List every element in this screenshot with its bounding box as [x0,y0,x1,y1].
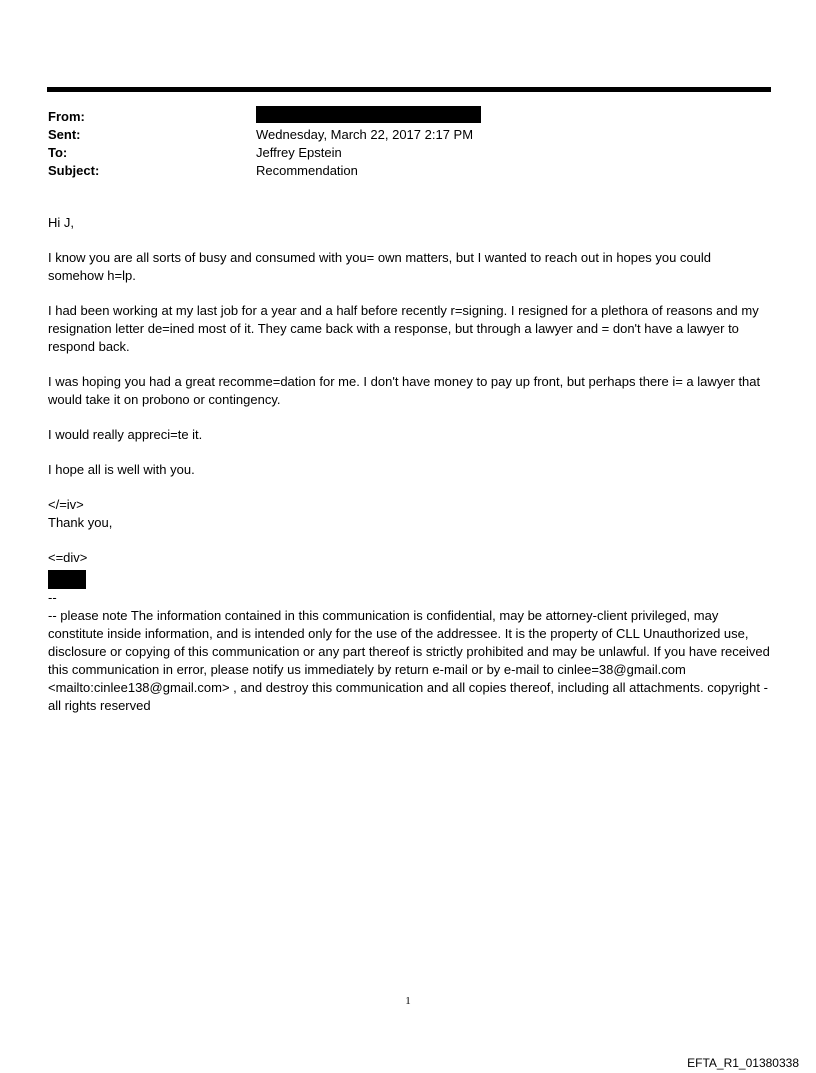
html-tag-open: <=div> [48,550,88,565]
email-headers [48,108,768,180]
signature-redaction [48,570,86,589]
paragraph-3: I was hoping you had a great recomme=dation for me. I don't have money to pay up front, but perhaps there i= a lawyer that would take it on probono or contingency. [48,374,761,407]
page-number: 1 [405,995,411,1007]
email-body [48,214,770,732]
sent-label: Sent: [48,127,81,142]
disclaimer: -- please note The information contained in this communication is confidential, may be attorney-client privileged, may constitute inside information, and is intended only for the use of the addressee. It is the property of CLL Unauthorized use, disclosure or copying of this communication or any part thereof is strictly prohibited and may be unlawful. If you have received this communication in error, please notify us immediately by return e-mail or by e-mail to cinlee=38@gmail.com <mailto:cinlee138@gmail.com> , and destroy this communication and all copies thereof, including all attachments. copyright -all rights reserved [48,608,770,713]
from-redaction [256,106,481,123]
document-id: EFTA_R1_01380338 [687,1056,799,1070]
to-value: Jeffrey Epstein [256,145,342,160]
from-label: From: [48,109,85,124]
sent-value: Wednesday, March 22, 2017 2:17 PM [256,127,474,142]
subject-label: Subject: [48,163,100,178]
paragraph-5: I hope all is well with you. [48,462,195,477]
thanks: Thank you, [48,515,113,530]
header-rule [47,87,771,92]
subject-row [48,162,768,180]
sent-row [48,126,768,144]
greeting: Hi J, [48,215,74,230]
to-label: To: [48,145,68,160]
signature-separator: -- [48,590,57,605]
paragraph-2: I had been working at my last job for a year and a half before recently r=signing. I resigned for a plethora of reasons and my resignation letter de=ined most of it. They came back with a response, but through a lawyer and = don't have a lawyer to respond back. [48,303,759,354]
paragraph-4: I would really appreci=te it. [48,427,203,442]
from-row [48,108,768,126]
subject-value: Recommendation [256,163,358,178]
to-row [48,144,768,162]
html-tag-close: </=iv> [48,497,84,512]
paragraph-1: I know you are all sorts of busy and consumed with you= own matters, but I wanted to reach out in hopes you could somehow h=lp. [48,250,712,283]
